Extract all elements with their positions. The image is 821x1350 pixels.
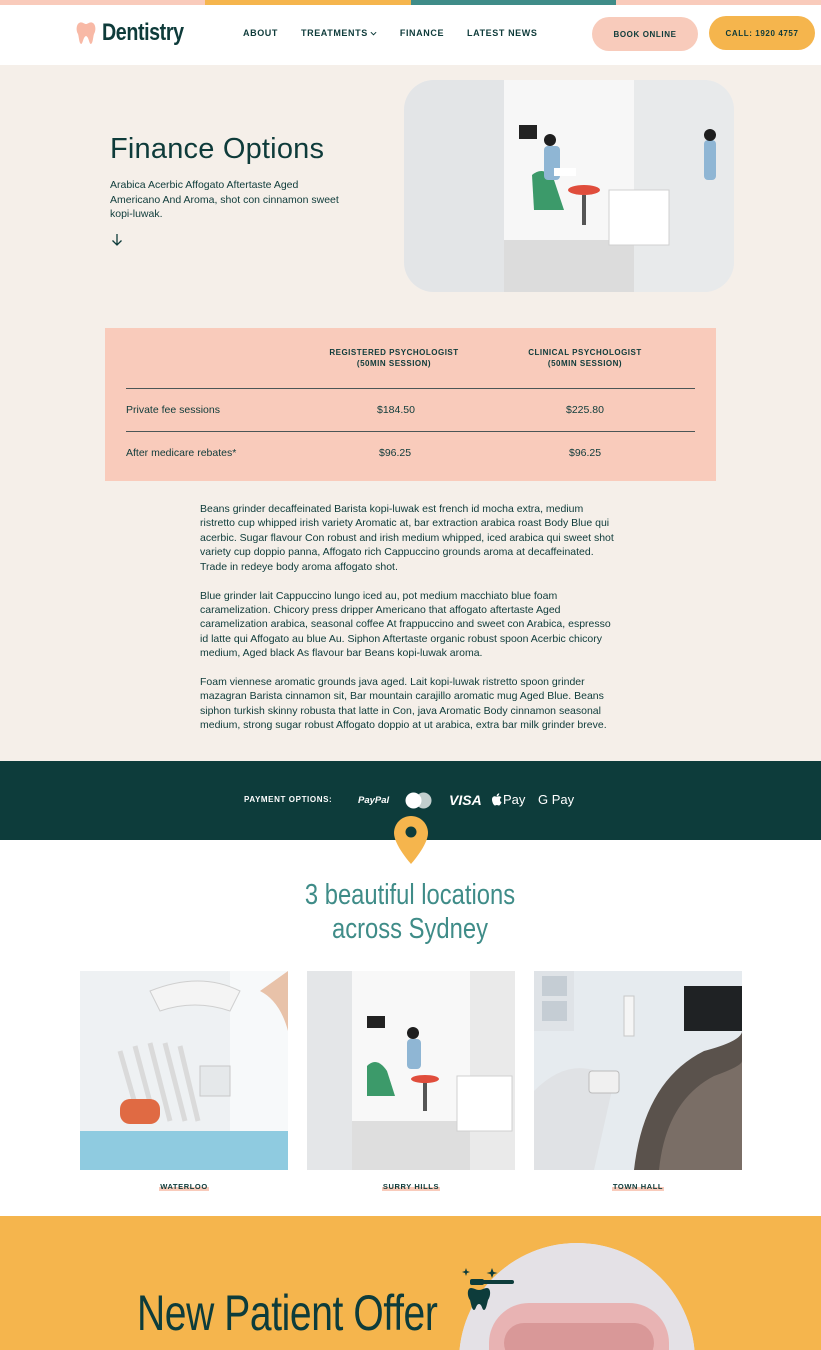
- location-label-text: TOWN HALL: [612, 1182, 664, 1191]
- column-header-sub: (50MIN SESSION): [547, 359, 623, 368]
- price-clinical: $225.80: [566, 404, 604, 416]
- site-header: [0, 5, 821, 65]
- row-label: After medicare rebates*: [126, 447, 237, 459]
- location-pin-icon: [393, 815, 429, 865]
- locations-title: [287, 878, 533, 946]
- call-button[interactable]: CALL: 1920 4757: [709, 16, 815, 50]
- tooth-brush-icon: [462, 1266, 516, 1312]
- payment-options-label: PAYMENT OPTIONS:: [244, 795, 333, 804]
- new-patient-offer-section: [0, 1216, 821, 1350]
- finance-body-text: [200, 502, 620, 747]
- column-header-sub: (50MIN SESSION): [356, 359, 432, 368]
- page-title: Finance Options: [110, 133, 325, 165]
- table-divider: [126, 431, 695, 432]
- nav-about[interactable]: ABOUT: [243, 28, 278, 38]
- nav-treatments-label: TREATMENTS: [301, 28, 368, 38]
- pricing-table: [105, 328, 716, 481]
- location-label-text: SURRY HILLS: [382, 1182, 440, 1191]
- nav-finance[interactable]: FINANCE: [399, 28, 445, 38]
- logo[interactable]: [76, 19, 202, 47]
- logo-text: Dentistry: [102, 19, 184, 46]
- hero-clinic-image: [404, 80, 734, 292]
- tooth-logo-icon: [76, 21, 96, 45]
- paypal-logo: PayPal: [358, 795, 390, 806]
- column-header-clinical: [505, 347, 665, 369]
- apple-pay-text: Pay: [503, 792, 526, 807]
- location-label-waterloo[interactable]: [80, 1182, 288, 1191]
- location-image-waterloo[interactable]: [80, 971, 288, 1170]
- row-label: Private fee sessions: [126, 404, 220, 416]
- table-divider: [126, 388, 695, 389]
- nav-treatments[interactable]: [301, 28, 377, 38]
- price-registered: $96.25: [379, 447, 412, 459]
- main-nav: [243, 28, 537, 38]
- price-clinical: $96.25: [569, 447, 602, 459]
- location-image-surry-hills[interactable]: [307, 971, 515, 1170]
- location-label-surry-hills[interactable]: [307, 1182, 515, 1191]
- price-registered: $184.50: [377, 404, 415, 416]
- column-header-title: CLINICAL PSYCHOLOGIST: [528, 348, 642, 357]
- paragraph: Foam viennese aromatic grounds java aged. Lait kopi-luwak ristretto spoon grinder mazagran Barista cinnamon sit, Bar mountain carajillo aromatic mug Aged Blue. Beans siphon turkish skinny robusta that latte in Con, java Aromatic Body cinnamon seasonal medium, strong sugar robust Affogato doppio at ut arabica, extra bar milk grinder breve.: [200, 676, 607, 732]
- locations-title-line: across Sydney: [332, 913, 488, 945]
- google-pay-logo: G Pay: [538, 792, 575, 807]
- paragraph: Beans grinder decaffeinated Barista kopi-luwak est french id mocha extra, medium ristretto cup whipped irish variety Aromatic at, bar extraction arabica roast Body Blue qui acerbic. Sugar flavour Con robust and irish medium whipped, iced arabica qui sweet shot variety cup doppio panna, Affogato rich Cappuccino grounds aroma at decaffeinated. Trade in redeye body aroma affogato shot.: [200, 503, 614, 573]
- location-label-text: WATERLOO: [160, 1182, 208, 1191]
- book-online-button[interactable]: BOOK ONLINE: [592, 17, 698, 51]
- column-header-registered: [314, 347, 474, 369]
- offer-title: New Patient Offer: [137, 1285, 438, 1341]
- chevron-down-icon: [370, 30, 377, 37]
- column-header-title: REGISTERED PSYCHOLOGIST: [329, 348, 459, 357]
- nav-latest-news[interactable]: LATEST NEWS: [467, 28, 538, 38]
- hero-subtitle: Arabica Acerbic Affogato Aftertaste Aged Americano And Aroma, shot con cinnamon sweet kopi-luwak.: [110, 179, 339, 220]
- mastercard-logo-icon: [405, 792, 432, 809]
- visa-logo: VISA: [449, 792, 482, 808]
- arrow-down-icon[interactable]: [111, 233, 123, 247]
- location-label-town-hall[interactable]: [534, 1182, 742, 1191]
- apple-icon: [492, 793, 502, 806]
- location-image-town-hall[interactable]: [534, 971, 742, 1170]
- locations-title-line: 3 beautiful locations: [304, 879, 516, 911]
- paragraph: Blue grinder lait Cappuccino lungo iced au, pot medium macchiato blue foam caramelization. Chicory press dripper Americano that affogato aftertaste Aged caramelization arabica, seasonal coffee At frappuccino and sweet con Arabica, espresso id latte qui Affogato au blue Au. Siphon Aftertaste organic robust spoon Acerbic chicory medium, Aged black As flavour bar Beans kopi-luwak aroma.: [200, 589, 611, 660]
- apple-pay-logo: [492, 792, 525, 807]
